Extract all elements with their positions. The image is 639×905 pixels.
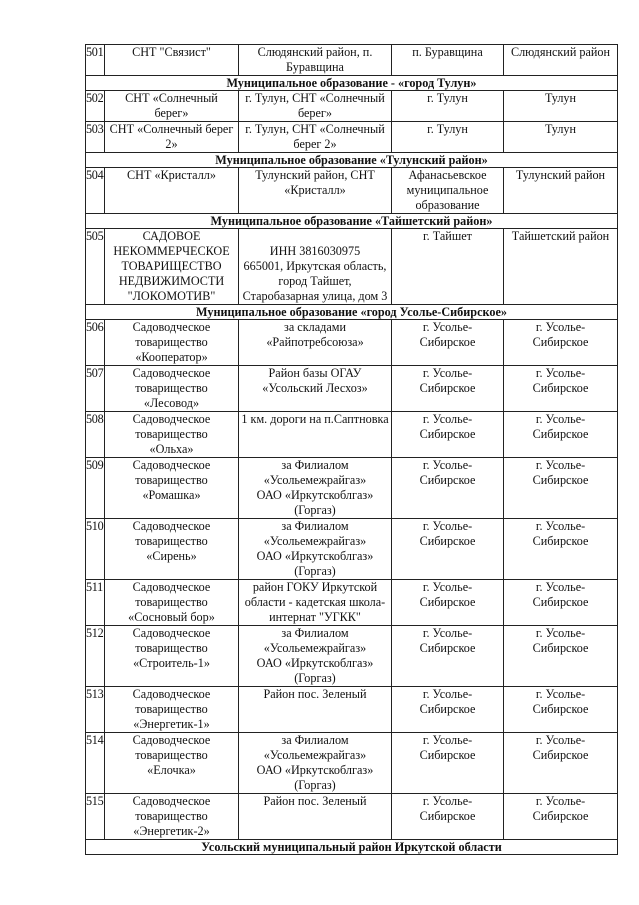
row-number-cell: 507: [86, 366, 105, 412]
organization-name-cell: Садоводческое товарищество «Елочка»: [105, 733, 239, 794]
row-number-cell: 502: [86, 91, 105, 122]
organization-name-cell: Садоводческое товарищество «Строитель-1»: [105, 626, 239, 687]
address-cell: за складами «Райпотребсоюза»: [239, 320, 392, 366]
locality-cell: г. Усолье- Сибирское: [392, 626, 504, 687]
locality-cell: г. Усолье- Сибирское: [392, 412, 504, 458]
address-cell: г. Тулун, СНТ «Солнечный берег»: [239, 91, 392, 122]
table-row: [86, 794, 618, 840]
address-cell: за Филиалом «Усольемежрайгаз» ОАО «Иркутскоблгаз» (Горгаз): [239, 458, 392, 519]
address-cell: район ГОКУ Иркутской области - кадетская школа- интернат "УГКК": [239, 580, 392, 626]
locality-cell: г. Усолье- Сибирское: [392, 519, 504, 580]
district-cell: г. Усолье- Сибирское: [504, 733, 618, 794]
row-number-cell: 512: [86, 626, 105, 687]
district-cell: Тулун: [504, 91, 618, 122]
address-cell: г. Тулун, СНТ «Солнечный берег 2»: [239, 122, 392, 153]
row-number-cell: 515: [86, 794, 105, 840]
locality-cell: г. Тайшет: [392, 229, 504, 305]
table-row: [86, 519, 618, 580]
section-header-row: [86, 214, 618, 229]
locality-cell: п. Буравщина: [392, 45, 504, 76]
organization-name-cell: Садоводческое товарищество «Сирень»: [105, 519, 239, 580]
district-cell: г. Усолье- Сибирское: [504, 687, 618, 733]
address-cell: Тулунский район, СНТ «Кристалл»: [239, 168, 392, 214]
address-cell: Слюдянский район, п. Буравщина: [239, 45, 392, 76]
address-cell: 1 км. дороги на п.Саптновка: [239, 412, 392, 458]
section-header-row: [86, 153, 618, 168]
row-number-cell: 501: [86, 45, 105, 76]
district-cell: Тулунский район: [504, 168, 618, 214]
organization-name-cell: Садоводческое товарищество «Сосновый бор»: [105, 580, 239, 626]
table-row: [86, 412, 618, 458]
table-row: [86, 580, 618, 626]
district-cell: г. Усолье- Сибирское: [504, 366, 618, 412]
table-row: [86, 626, 618, 687]
district-cell: г. Усолье- Сибирское: [504, 458, 618, 519]
section-header-row: [86, 76, 618, 91]
district-cell: г. Усолье- Сибирское: [504, 519, 618, 580]
locality-cell: г. Тулун: [392, 91, 504, 122]
row-number-cell: 513: [86, 687, 105, 733]
locality-cell: г. Усолье- Сибирское: [392, 320, 504, 366]
row-number-cell: 511: [86, 580, 105, 626]
row-number-cell: 505: [86, 229, 105, 305]
organization-name-cell: СНТ «Кристалл»: [105, 168, 239, 214]
address-cell: ИНН 3816030975 665001, Иркутская область, город Тайшет, Старобазарная улица, дом 3: [239, 229, 392, 305]
table-row: [86, 366, 618, 412]
district-cell: г. Усолье- Сибирское: [504, 794, 618, 840]
row-number-cell: 503: [86, 122, 105, 153]
organization-name-cell: Садоводческое товарищество «Ромашка»: [105, 458, 239, 519]
organization-name-cell: Садоводческое товарищество «Ольха»: [105, 412, 239, 458]
row-number-cell: 504: [86, 168, 105, 214]
district-cell: Слюдянский район: [504, 45, 618, 76]
section-title: Усольский муниципальный район Иркутской области: [86, 840, 618, 855]
registry-table: [85, 44, 618, 855]
table-row: [86, 168, 618, 214]
organization-name-cell: Садоводческое товарищество «Энергетик-1»: [105, 687, 239, 733]
organization-name-cell: Садоводческое товарищество «Энергетик-2»: [105, 794, 239, 840]
table-row: [86, 91, 618, 122]
locality-cell: г. Усолье- Сибирское: [392, 794, 504, 840]
row-number-cell: 509: [86, 458, 105, 519]
section-header-row: [86, 840, 618, 855]
district-cell: г. Усолье- Сибирское: [504, 412, 618, 458]
table-row: [86, 458, 618, 519]
registry-table-body: [86, 45, 618, 855]
organization-name-cell: СНТ «Солнечный берег 2»: [105, 122, 239, 153]
locality-cell: г. Усолье- Сибирское: [392, 733, 504, 794]
locality-cell: г. Тулун: [392, 122, 504, 153]
district-cell: Тулун: [504, 122, 618, 153]
address-cell: Район пос. Зеленый: [239, 687, 392, 733]
address-cell: за Филиалом «Усольемежрайгаз» ОАО «Иркутскоблгаз» (Горгаз): [239, 519, 392, 580]
address-cell: за Филиалом «Усольемежрайгаз» ОАО «Иркутскоблгаз» (Горгаз): [239, 626, 392, 687]
section-title: Муниципальное образование «Тайшетский район»: [86, 214, 618, 229]
district-cell: г. Усолье- Сибирское: [504, 580, 618, 626]
locality-cell: г. Усолье- Сибирское: [392, 687, 504, 733]
organization-name-cell: Садоводческое товарищество «Лесовод»: [105, 366, 239, 412]
section-title: Муниципальное образование «Тулунский район»: [86, 153, 618, 168]
table-row: [86, 45, 618, 76]
section-title: Муниципальное образование - «город Тулун»: [86, 76, 618, 91]
district-cell: г. Усолье- Сибирское: [504, 626, 618, 687]
table-row: [86, 122, 618, 153]
table-row: [86, 733, 618, 794]
section-header-row: [86, 305, 618, 320]
row-number-cell: 514: [86, 733, 105, 794]
locality-cell: Афанасьевское муниципальное образование: [392, 168, 504, 214]
table-row: [86, 320, 618, 366]
locality-cell: г. Усолье- Сибирское: [392, 366, 504, 412]
address-cell: Район пос. Зеленый: [239, 794, 392, 840]
table-row: [86, 687, 618, 733]
organization-name-cell: СНТ "Связист": [105, 45, 239, 76]
row-number-cell: 510: [86, 519, 105, 580]
section-title: Муниципальное образование «город Усолье-Сибирское»: [86, 305, 618, 320]
locality-cell: г. Усолье- Сибирское: [392, 580, 504, 626]
organization-name-cell: САДОВОЕ НЕКОММЕРЧЕСКОЕ ТОВАРИЩЕСТВО НЕДВИЖИМОСТИ "ЛОКОМОТИВ": [105, 229, 239, 305]
address-cell: Район базы ОГАУ «Усольский Лесхоз»: [239, 366, 392, 412]
locality-cell: г. Усолье- Сибирское: [392, 458, 504, 519]
district-cell: г. Усолье- Сибирское: [504, 320, 618, 366]
address-cell: за Филиалом «Усольемежрайгаз» ОАО «Иркутскоблгаз» (Горгаз): [239, 733, 392, 794]
district-cell: Тайшетский район: [504, 229, 618, 305]
organization-name-cell: СНТ «Солнечный берег»: [105, 91, 239, 122]
row-number-cell: 506: [86, 320, 105, 366]
organization-name-cell: Садоводческое товарищество «Кооператор»: [105, 320, 239, 366]
table-row: [86, 229, 618, 305]
row-number-cell: 508: [86, 412, 105, 458]
